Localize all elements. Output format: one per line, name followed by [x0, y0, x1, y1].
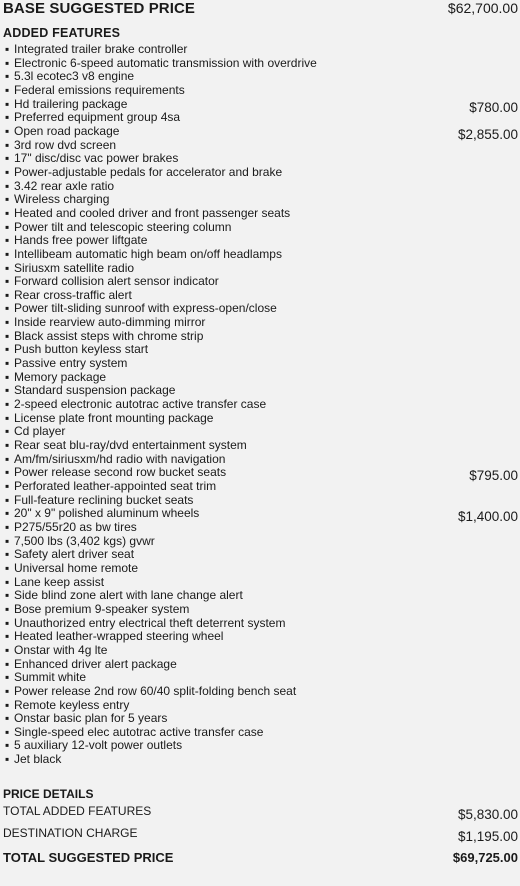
feature-item: [3, 398, 518, 412]
bullet-icon: ▪: [5, 588, 10, 603]
feature-item-text: [3, 70, 134, 84]
feature-item: [3, 43, 518, 57]
feature-name: Forward collision alert sensor indicator: [14, 274, 219, 289]
total-suggested-price-value: $69,725.00: [452, 849, 518, 865]
feature-item: [3, 207, 518, 221]
feature-item-text: [3, 84, 185, 98]
price-details-title: PRICE DETAILS: [3, 786, 94, 801]
bullet-icon: ▪: [5, 369, 10, 384]
feature-item: [3, 644, 518, 658]
feature-item-text: [3, 384, 175, 398]
feature-name: Passive entry system: [14, 356, 128, 371]
feature-item: [3, 302, 518, 316]
feature-item-text: [3, 562, 138, 576]
feature-name: Enhanced driver alert package: [14, 656, 177, 671]
bullet-icon: ▪: [5, 697, 10, 712]
feature-item-text: [3, 234, 147, 248]
feature-name: 2-speed electronic autotrac active transfer case: [14, 397, 267, 412]
bullet-icon: ▪: [5, 438, 10, 453]
bullet-icon: ▪: [5, 574, 10, 589]
feature-name: Hd trailering package: [14, 96, 128, 111]
feature-item: [3, 480, 518, 494]
feature-item: [3, 357, 518, 371]
bullet-icon: ▪: [5, 738, 10, 753]
bullet-icon: ▪: [5, 533, 10, 548]
feature-name: Siriusxm satellite radio: [14, 260, 135, 275]
bullet-icon: ▪: [5, 328, 10, 343]
feature-item: [3, 70, 518, 84]
feature-item: [3, 330, 518, 344]
feature-name: P275/55r20 as bw tires: [14, 519, 137, 534]
feature-price: $795.00: [469, 468, 518, 484]
feature-name: Preferred equipment group 4sa: [14, 110, 181, 125]
feature-item-text: [3, 207, 290, 221]
feature-name: Remote keyless entry: [14, 697, 130, 712]
feature-item-text: [3, 739, 182, 753]
feature-name: Power release 2nd row 60/40 split-folding bench seat: [14, 683, 297, 698]
feature-item-text: [3, 139, 116, 153]
feature-name: 17" disc/disc vac power brakes: [14, 151, 179, 166]
bullet-icon: ▪: [5, 69, 10, 84]
destination-charge-value: $1,195.00: [457, 828, 518, 844]
feature-name: Power release second row bucket seats: [14, 465, 227, 480]
feature-item: [3, 180, 518, 194]
bullet-icon: ▪: [5, 233, 10, 248]
bullet-icon: ▪: [5, 82, 10, 97]
base-price-row: [3, 0, 518, 17]
feature-name: Open road package: [14, 123, 120, 138]
feature-item-text: [3, 343, 148, 357]
bullet-icon: ▪: [5, 410, 10, 425]
feature-item: [3, 712, 518, 726]
feature-name: Electronic 6-speed automatic transmission with overdrive: [14, 55, 317, 70]
feature-item-text: [3, 43, 187, 57]
feature-item-text: [3, 330, 203, 344]
base-price-label: BASE SUGGESTED PRICE: [3, 0, 196, 17]
bullet-icon: ▪: [5, 670, 10, 685]
feature-item: [3, 111, 518, 125]
feature-name: Hands free power liftgate: [14, 233, 148, 248]
feature-name: Rear cross-traffic alert: [14, 287, 132, 302]
feature-name: Intellibeam automatic high beam on/off headlamps: [14, 246, 282, 261]
feature-name: Safety alert driver seat: [14, 547, 135, 562]
feature-item-text: [3, 302, 277, 316]
feature-item: [3, 221, 518, 235]
feature-item-text: [3, 439, 247, 453]
feature-name: Single-speed elec autotrac active transfer case: [14, 724, 264, 739]
feature-item-text: [3, 125, 119, 139]
feature-name: 20" x 9" polished aluminum wheels: [14, 506, 200, 521]
feature-item: [3, 562, 518, 576]
feature-item: [3, 166, 518, 180]
feature-name: Inside rearview auto-dimming mirror: [14, 315, 206, 330]
feature-item-text: [3, 316, 205, 330]
bullet-icon: ▪: [5, 356, 10, 371]
feature-item-text: [3, 753, 61, 767]
feature-name: Integrated trailer brake controller: [14, 42, 188, 56]
feature-item: [3, 739, 518, 753]
feature-item: [3, 617, 518, 631]
feature-item-text: [3, 166, 282, 180]
feature-item-text: [3, 453, 225, 467]
bullet-icon: ▪: [5, 506, 10, 521]
bullet-icon: ▪: [5, 151, 10, 166]
bullet-icon: ▪: [5, 123, 10, 138]
feature-item: [3, 139, 518, 153]
feature-name: Cd player: [14, 424, 66, 439]
bullet-icon: ▪: [5, 287, 10, 302]
bullet-icon: ▪: [5, 752, 10, 767]
feature-item: [3, 96, 518, 115]
feature-item: [3, 275, 518, 289]
bullet-icon: ▪: [5, 342, 10, 357]
base-price-value: $62,700.00: [447, 0, 518, 16]
bullet-icon: ▪: [5, 492, 10, 507]
bullet-icon: ▪: [5, 560, 10, 575]
bullet-icon: ▪: [5, 397, 10, 412]
feature-item: [3, 589, 518, 603]
feature-item-text: [3, 658, 177, 672]
feature-price: $1,400.00: [457, 509, 518, 525]
bullet-icon: ▪: [5, 465, 10, 480]
feature-name: 5.3l ecotec3 v8 engine: [14, 69, 135, 84]
feature-item-text: [3, 685, 296, 699]
feature-name: Full-feature reclining bucket seats: [14, 492, 194, 507]
feature-name: Memory package: [14, 369, 107, 384]
bullet-icon: ▪: [5, 301, 10, 316]
feature-item: [3, 699, 518, 713]
feature-item-text: [3, 412, 213, 426]
feature-item: [3, 289, 518, 303]
feature-item: [3, 753, 518, 767]
total-added-features-label: TOTAL ADDED FEATURES: [3, 803, 152, 818]
total-added-features-row: [3, 803, 518, 825]
feature-item: [3, 343, 518, 357]
bullet-icon: ▪: [5, 110, 10, 125]
bullet-icon: ▪: [5, 519, 10, 534]
total-added-features-value: $5,830.00: [457, 806, 518, 822]
bullet-icon: ▪: [5, 315, 10, 330]
bullet-icon: ▪: [5, 55, 10, 70]
feature-item-text: [3, 248, 282, 262]
bullet-icon: ▪: [5, 479, 10, 493]
feature-item-text: [3, 535, 155, 549]
feature-name: Power-adjustable pedals for accelerator and brake: [14, 164, 283, 179]
feature-item: [3, 371, 518, 385]
feature-item: [3, 494, 518, 508]
total-suggested-price-label: TOTAL SUGGESTED PRICE: [3, 849, 174, 865]
feature-item: [3, 316, 518, 330]
feature-item-text: [3, 548, 134, 562]
bullet-icon: ▪: [5, 137, 10, 152]
feature-item: [3, 630, 518, 644]
feature-item-text: [3, 466, 226, 480]
feature-item: [3, 234, 518, 248]
feature-item: [3, 506, 518, 525]
feature-name: Power tilt and telescopic steering column: [14, 219, 232, 234]
bullet-icon: ▪: [5, 547, 10, 562]
feature-name: Summit white: [14, 670, 87, 685]
feature-item: [3, 576, 518, 590]
feature-item-text: [3, 357, 127, 371]
feature-item-text: [3, 289, 132, 303]
feature-item: [3, 123, 518, 142]
feature-item: [3, 603, 518, 617]
feature-name: Wireless charging: [14, 192, 110, 207]
feature-item-text: [3, 152, 178, 166]
feature-name: Push button keyless start: [14, 342, 149, 357]
feature-name: Federal emissions requirements: [14, 82, 185, 97]
feature-item: [3, 193, 518, 207]
feature-item-text: [3, 644, 107, 658]
feature-price: $780.00: [469, 99, 518, 115]
bullet-icon: ▪: [5, 711, 10, 726]
feature-item: [3, 521, 518, 535]
feature-item-text: [3, 98, 127, 112]
bullet-icon: ▪: [5, 164, 10, 179]
feature-item-text: [3, 480, 216, 494]
destination-charge-label: DESTINATION CHARGE: [3, 825, 138, 840]
bullet-icon: ▪: [5, 383, 10, 398]
feature-item: [3, 439, 518, 453]
feature-name: 3rd row dvd screen: [14, 137, 117, 152]
bullet-icon: ▪: [5, 246, 10, 261]
feature-item-text: [3, 57, 317, 71]
added-features-title: ADDED FEATURES: [3, 26, 121, 40]
bullet-icon: ▪: [5, 615, 10, 630]
feature-item-text: [3, 507, 199, 521]
feature-name: Jet black: [14, 752, 62, 767]
added-features-list: [3, 43, 518, 767]
feature-name: Heated leather-wrapped steering wheel: [14, 629, 224, 644]
feature-name: Black assist steps with chrome strip: [14, 328, 204, 343]
feature-item-text: [3, 221, 231, 235]
feature-item: [3, 453, 518, 467]
feature-item-text: [3, 712, 167, 726]
feature-item-text: [3, 180, 114, 194]
feature-item-text: [3, 630, 223, 644]
feature-item-text: [3, 275, 219, 289]
feature-item-text: [3, 521, 137, 535]
feature-name: Am/fm/siriusxm/hd radio with navigation: [14, 451, 226, 466]
feature-item-text: [3, 111, 180, 125]
feature-item-text: [3, 262, 134, 276]
feature-item: [3, 658, 518, 672]
feature-item-text: [3, 589, 243, 603]
feature-item-text: [3, 671, 86, 685]
feature-item-text: [3, 398, 266, 412]
bullet-icon: ▪: [5, 656, 10, 671]
bullet-icon: ▪: [5, 424, 10, 439]
feature-name: Lane keep assist: [14, 574, 105, 589]
feature-name: License plate front mounting package: [14, 410, 214, 425]
feature-item: [3, 671, 518, 685]
feature-item-text: [3, 193, 109, 207]
feature-item-text: [3, 699, 129, 713]
feature-item: [3, 57, 518, 71]
feature-name: 3.42 rear axle ratio: [14, 178, 115, 193]
feature-item: [3, 548, 518, 562]
feature-item: [3, 535, 518, 549]
bullet-icon: ▪: [5, 274, 10, 289]
bullet-icon: ▪: [5, 192, 10, 207]
bullet-icon: ▪: [5, 96, 10, 111]
bullet-icon: ▪: [5, 629, 10, 644]
feature-name: Standard suspension package: [14, 383, 176, 398]
bullet-icon: ▪: [5, 451, 10, 466]
bullet-icon: ▪: [5, 642, 10, 657]
feature-name: Perforated leather-appointed seat trim: [14, 479, 217, 493]
feature-name: Onstar with 4g lte: [14, 642, 108, 657]
feature-item-text: [3, 603, 189, 617]
feature-item-text: [3, 617, 285, 631]
feature-item: [3, 384, 518, 398]
feature-item: [3, 262, 518, 276]
feature-item-text: [3, 425, 65, 439]
feature-item: [3, 685, 518, 699]
bullet-icon: ▪: [5, 683, 10, 698]
feature-item: [3, 465, 518, 484]
feature-item: [3, 412, 518, 426]
feature-price: $2,855.00: [457, 126, 518, 142]
bullet-icon: ▪: [5, 601, 10, 616]
feature-name: Unauthorized entry electrical theft deterrent system: [14, 615, 286, 630]
feature-item: [3, 84, 518, 98]
bullet-icon: ▪: [5, 724, 10, 739]
feature-name: Heated and cooled driver and front passenger seats: [14, 205, 291, 220]
feature-name: 5 auxiliary 12-volt power outlets: [14, 738, 183, 753]
feature-item: [3, 726, 518, 740]
feature-item-text: [3, 726, 263, 740]
bullet-icon: ▪: [5, 219, 10, 234]
total-suggested-price-row: [3, 850, 518, 865]
bullet-icon: ▪: [5, 260, 10, 275]
bullet-icon: ▪: [5, 42, 10, 56]
feature-item: [3, 425, 518, 439]
feature-name: Side blind zone alert with lane change alert: [14, 588, 243, 603]
feature-name: Bose premium 9-speaker system: [14, 601, 190, 616]
feature-item: [3, 248, 518, 262]
feature-name: Rear seat blu-ray/dvd entertainment system: [14, 438, 247, 453]
feature-item: [3, 152, 518, 166]
feature-item-text: [3, 371, 106, 385]
feature-name: Universal home remote: [14, 560, 139, 575]
feature-name: 7,500 lbs (3,402 kgs) gvwr: [14, 533, 155, 548]
feature-name: Onstar basic plan for 5 years: [14, 711, 168, 726]
bullet-icon: ▪: [5, 178, 10, 193]
feature-item-text: [3, 576, 104, 590]
feature-item-text: [3, 494, 193, 508]
bullet-icon: ▪: [5, 205, 10, 220]
feature-name: Power tilt-sliding sunroof with express-open/close: [14, 301, 277, 316]
destination-charge-row: [3, 825, 518, 847]
